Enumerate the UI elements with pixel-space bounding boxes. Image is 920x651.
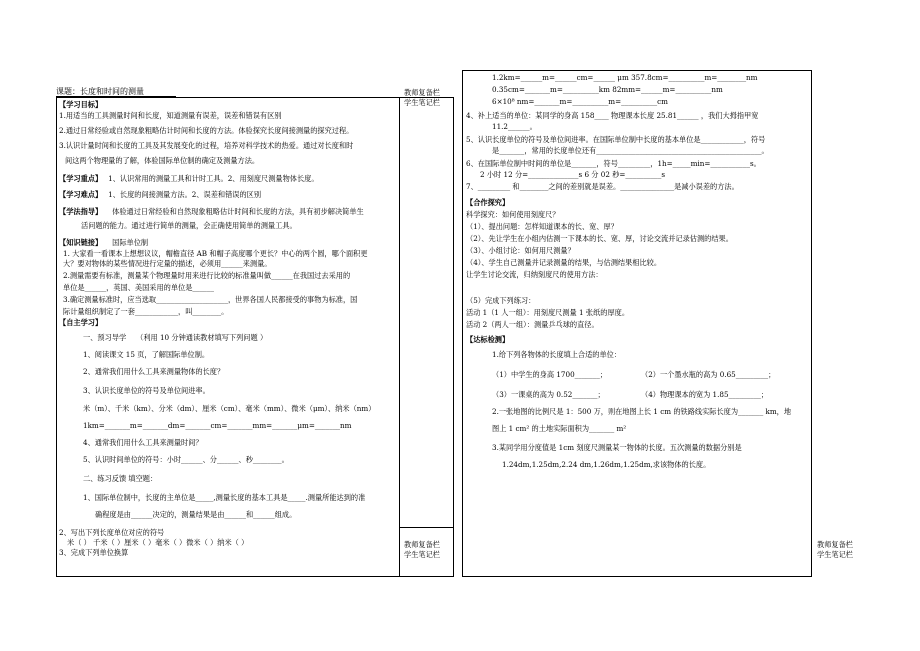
goal-3b: 间这两个物理量的了解，体验国际单位制的确定及测量方法。 [65, 156, 260, 165]
conversion-r2: 0.35cm=_______m=__________km 82mm=______m=__________nm [492, 85, 723, 94]
practice-1a: 1、国际单位制中，长度的主单位是_____,测量长度的基本工具是_____.测量所能达到的准 [83, 493, 366, 502]
question-1: 1、阅读课文 15 页，了解国际单位制。 [83, 350, 210, 359]
check-1c: （3）一课桌的高为 0.52_______； [492, 390, 605, 399]
right-q6b: 2 小时 12 分=______________s 6 分 02 秒=__________s [480, 170, 666, 179]
units-line: 米（m）、千米（km）、分米（dm）、厘米（cm）、毫米（mm）、微米（μm）、纳米（nm） [83, 404, 376, 413]
preview-header: 一、预习导学 [83, 333, 127, 342]
preview-note: （利用 10 分钟通读教材填写下列问题 ） [136, 333, 268, 342]
link-1b: 大？要对物体的某些情况进行定量的描述，必须用______来测量。 [63, 259, 272, 268]
goal-3a: 3.认识计量时间和长度的工具及其发展变化的过程，培养对科学技术的热爱。通过对长度和时 [59, 141, 354, 150]
question-2: 2、通常我们用什么工具来测量物体的长度？ [83, 367, 225, 376]
link-row [59, 238, 148, 247]
practice-2-units: 米（ ） 千米（ ）厘米（ ）毫米（ ）微米（ ）纳米（ ） [67, 538, 249, 547]
practice-1b: 确程度是由______决定的，测量结果是由______和______组成。 [95, 510, 297, 519]
right-sidebar-bottom [817, 540, 853, 560]
coop-step-3: （3）、小组讨论：如何用尺测量？ [466, 246, 575, 255]
coop-step-6: （5）完成下列练习： [466, 296, 536, 305]
right-q4: 4、补上适当的单位：某同学的身高 158____ 物理课本长度 25.81______ ，我们大拇指甲宽 [466, 111, 759, 120]
left-sidebar-bottom [404, 540, 440, 560]
practice-2: 2、写出下列长度单位对应的符号 [59, 528, 165, 537]
coop-step-4: （4）、学生自己测量并记录测量的结果，与估测结果相比较。 [466, 258, 662, 267]
preview-row [83, 333, 267, 342]
left-sidebar-divider [399, 97, 400, 577]
coop-header: 【合作探究】 [466, 198, 510, 207]
key-row [59, 174, 319, 183]
lesson-title-prefix: 课题： [56, 87, 80, 96]
self-study-header: 【自主学习】 [59, 318, 103, 327]
goal-2: 2.通过日常经验或自然现象粗略估计时间和长度的方法。体验探究长度间接测量的探究过程。 [59, 126, 354, 135]
check-1b: （2）一个墨水瓶的高为 0.65_________； [641, 370, 776, 379]
question-5: 5、认识时间单位的符号：小时______、分______、秒________。 [83, 455, 289, 464]
guide-row [59, 207, 364, 216]
activity-1: 活动 1（1 人一组）：用刻度尺测量 1 张纸的厚度。 [466, 308, 630, 317]
right-q7: 7、_________ 和________之间的差别就是误差。_______________是减小误差的方法。 [466, 182, 739, 191]
lesson-title-text: 长度和时间的测量 [80, 87, 144, 96]
check-header: 【达标检测】 [466, 335, 510, 344]
key-header: 【学习重点】 [59, 174, 103, 183]
goal-1: 1.用适当的工具测量时间和长度，知道测量有误差，误差和错误有区别 [59, 111, 282, 120]
diff-text: 1、长度的间接测量方法。2、误差和错误的区别 [108, 190, 262, 199]
right-sidebar-teacher-label: 教师复备栏 [817, 540, 853, 549]
check-2a: 2.一张地图的比例尺是 1：500 万，则在地图上长 1 cm 的铁路线实际长度为_______ km，地 [492, 407, 792, 416]
right-q5b: 是_______，常用的长度单位还有______________________________________________。 [492, 146, 769, 155]
right-sidebar-student-label: 学生笔记栏 [817, 550, 853, 559]
link-2b: 单位是______，英国、美国采用的单位是______ [63, 283, 214, 292]
diff-header: 【学习难点】 [59, 190, 103, 199]
practice-3: 3、完成下列单位换算 [59, 548, 129, 557]
link-1a: 1. 大家看一看课本上想想议议，帽檐直径 AB 和帽子高度哪个更长？中心的两个圆，哪个面积更 [63, 249, 368, 258]
check-3b: 1.24dm,1.25dm,2.24 dm,1.26dm,1.25dm,求该物体的长度。 [502, 460, 711, 469]
link-header: 【知识链接】 [59, 238, 103, 247]
sidebar-student-label-2: 学生笔记栏 [404, 550, 440, 559]
right-q6: 6、在国际单位制中时间的单位是_______，符号_________，1h=_____min=___________s。 [466, 159, 761, 168]
guide-text-b: 活问题的能力。通过进行简单的测量，会正确使用简单的测量工具。 [81, 221, 297, 230]
check-1: 1.给下列各物体的长度填上合适的单位： [492, 350, 622, 359]
link-3a: 3.确定测量标准时，应当选取____________________，世界各国人民都接受的事物为标准，国 [63, 295, 358, 304]
conversion-line: 1km=_______m=_______dm=_______cm=_______mm=_______μm=_______nm [83, 421, 352, 430]
coop-step-2: （2）、先让学生在小组内估测一下课本的长、宽、厚，讨论交流并记录估测的结果。 [466, 234, 733, 243]
link-title: 国际单位制 [112, 238, 149, 247]
check-2b: 图上 1 cm² 的土地实际面积为_______ m² [492, 424, 627, 433]
coop-step-5: 让学生讨论交流，归纳刻度尺的使用方法： [466, 270, 603, 279]
right-q4b: 11.2______。 [492, 122, 537, 131]
practice-header: 二、练习反馈 填空题： [83, 474, 158, 483]
right-q5a: 5、认识长度单位的符号及单位间进率。在国际单位制中长度的基本单位是____________，符号 [466, 135, 766, 144]
key-text: 1、认识常用的测量工具和计时工具。2、用刻度尺测量物体长度。 [108, 174, 319, 183]
diff-row [59, 190, 261, 199]
goal-header: 【学习目标】 [59, 100, 103, 109]
sidebar-student-label: 学生笔记栏 [404, 98, 440, 107]
check-1a: （1）中学生的身高 1700_______； [492, 370, 607, 379]
coop-step-1: （1）、提出问题：怎样知道课本的长、宽、厚？ [466, 222, 618, 231]
left-sidebar-top [404, 88, 440, 108]
link-2a: 2.测量需要有标准，测量某个物理量时用来进行比较的标准量叫做______在我国过去采用的 [63, 271, 351, 280]
sidebar-teacher-label: 教师复备栏 [404, 88, 440, 97]
link-3b: 际计量组织制定了一套____________，叫________。 [63, 307, 229, 316]
check-1d: （4）物理课本的宽为 1.85_________； [641, 390, 769, 399]
sidebar-teacher-label-2: 教师复备栏 [404, 540, 440, 549]
left-sidebar-hline [399, 527, 454, 528]
conversion-r1: 1.2km=______m=______cm=______ μm 357.8cm=__________m=________nm [492, 73, 758, 82]
conversion-r3: 6×10⁸ nm=_______m=__________m=__________cm [492, 97, 668, 106]
guide-text-a: 体验通过日常经验和自然现象粗略估计时间和长度的方法，具有初步解决简单生 [112, 207, 364, 216]
coop-question: 科学探究：如何使用刻度尺？ [466, 210, 560, 219]
check-3: 3.某同学用分度值是 1cm 刻度尺测量某一物体的长度。五次测量的数据分别是 [492, 443, 742, 452]
activity-2: 活动 2（两人一组）：测量乒乓球的直径。 [466, 320, 599, 329]
guide-header: 【学法指导】 [59, 207, 103, 216]
question-3: 3、认识长度单位的符号及单位间进率。 [83, 386, 210, 395]
question-4: 4、通常我们用什么工具来测量时间？ [83, 438, 203, 447]
